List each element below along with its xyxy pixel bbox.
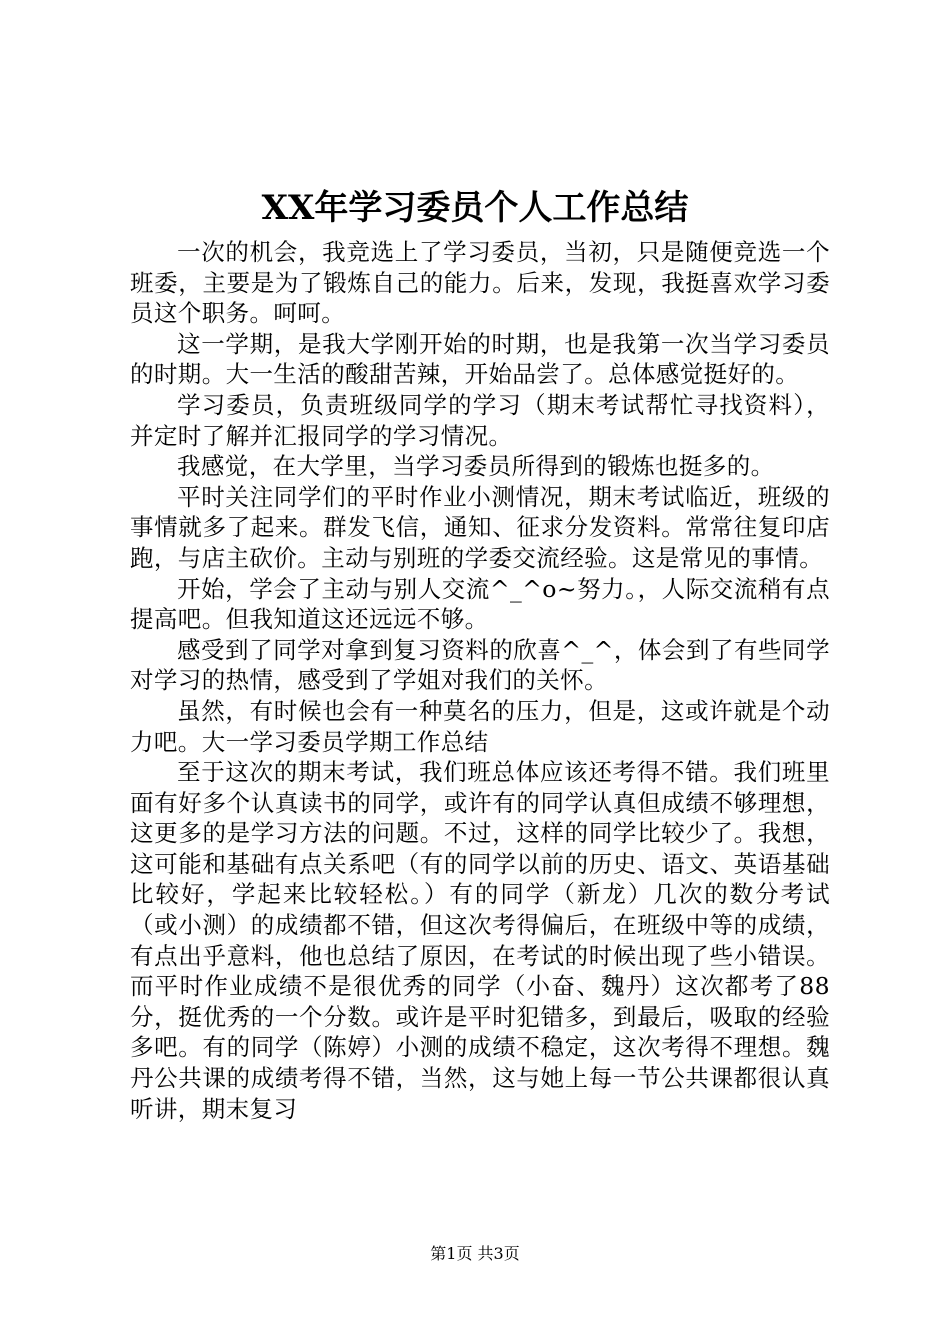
paragraph: 一次的机会，我竞选上了学习委员，当初，只是随便竞选一个班委，主要是为了锻炼自己的能力。后来，发现，我挺喜欢学习委员这个职务。呵呵。: [130, 238, 830, 328]
paragraph: 学习委员，负责班级同学的学习（期末考试帮忙寻找资料），并定时了解并汇报同学的学习情况。: [130, 390, 830, 450]
paragraph: 平时关注同学们的平时作业小测情况，期末考试临近，班级的事情就多了起来。群发飞信，通知、征求分发资料。常常往复印店跑，与店主砍价。主动与别班的学委交流经验。这是常见的事情。: [130, 482, 830, 572]
paragraph: 虽然，有时候也会有一种莫名的压力，但是，这或许就是个动力吧。大一学习委员学期工作总结: [130, 696, 830, 756]
document-body: [130, 237, 830, 1124]
paragraph: 至于这次的期末考试，我们班总体应该还考得不错。我们班里面有好多个认真读书的同学，或许有的同学认真但成绩不够理想，这更多的是学习方法的问题。不过，这样的同学比较少了。我想，这可能和基础有点关系吧（有的同学以前的历史、语文、英语基础比较好，学起来比较轻松。）有的同学（新龙）几次的数分考试（或小测）的成绩都不错，但这次考得偏后，在班级中等的成绩，有点出乎意料，他也总结了原因，在考试的时候出现了些小错误。而平时作业成绩不是很优秀的同学（小奋、魏丹）这次都考了88分，挺优秀的一个分数。或许是平时犯错多，到最后，吸取的经验多吧。有的同学（陈婷）小测的成绩不稳定，这次考得不理想。魏丹公共课的成绩考得不错，当然，这与她上每一节公共课都很认真听讲，期末复习: [130, 758, 830, 1123]
paragraph: 我感觉，在大学里，当学习委员所得到的锻炼也挺多的。: [177, 452, 775, 481]
paragraph: 开始，学会了主动与别人交流^_^o~努力。，人际交流稍有点提高吧。但我知道这还远远不够。: [130, 574, 830, 634]
document-title: XX年学习委员个人工作总结: [261, 188, 689, 228]
paragraph: 这一学期，是我大学刚开始的时期，也是我第一次当学习委员的时期。大一生活的酸甜苦辣，开始品尝了。总体感觉挺好的。: [130, 329, 830, 389]
paragraph: 感受到了同学对拿到复习资料的欣喜^_^，体会到了有些同学对学习的热情，感受到了学姐对我们的关怀。: [130, 635, 830, 695]
page-footer: 第1页 共3页: [430, 1244, 520, 1263]
